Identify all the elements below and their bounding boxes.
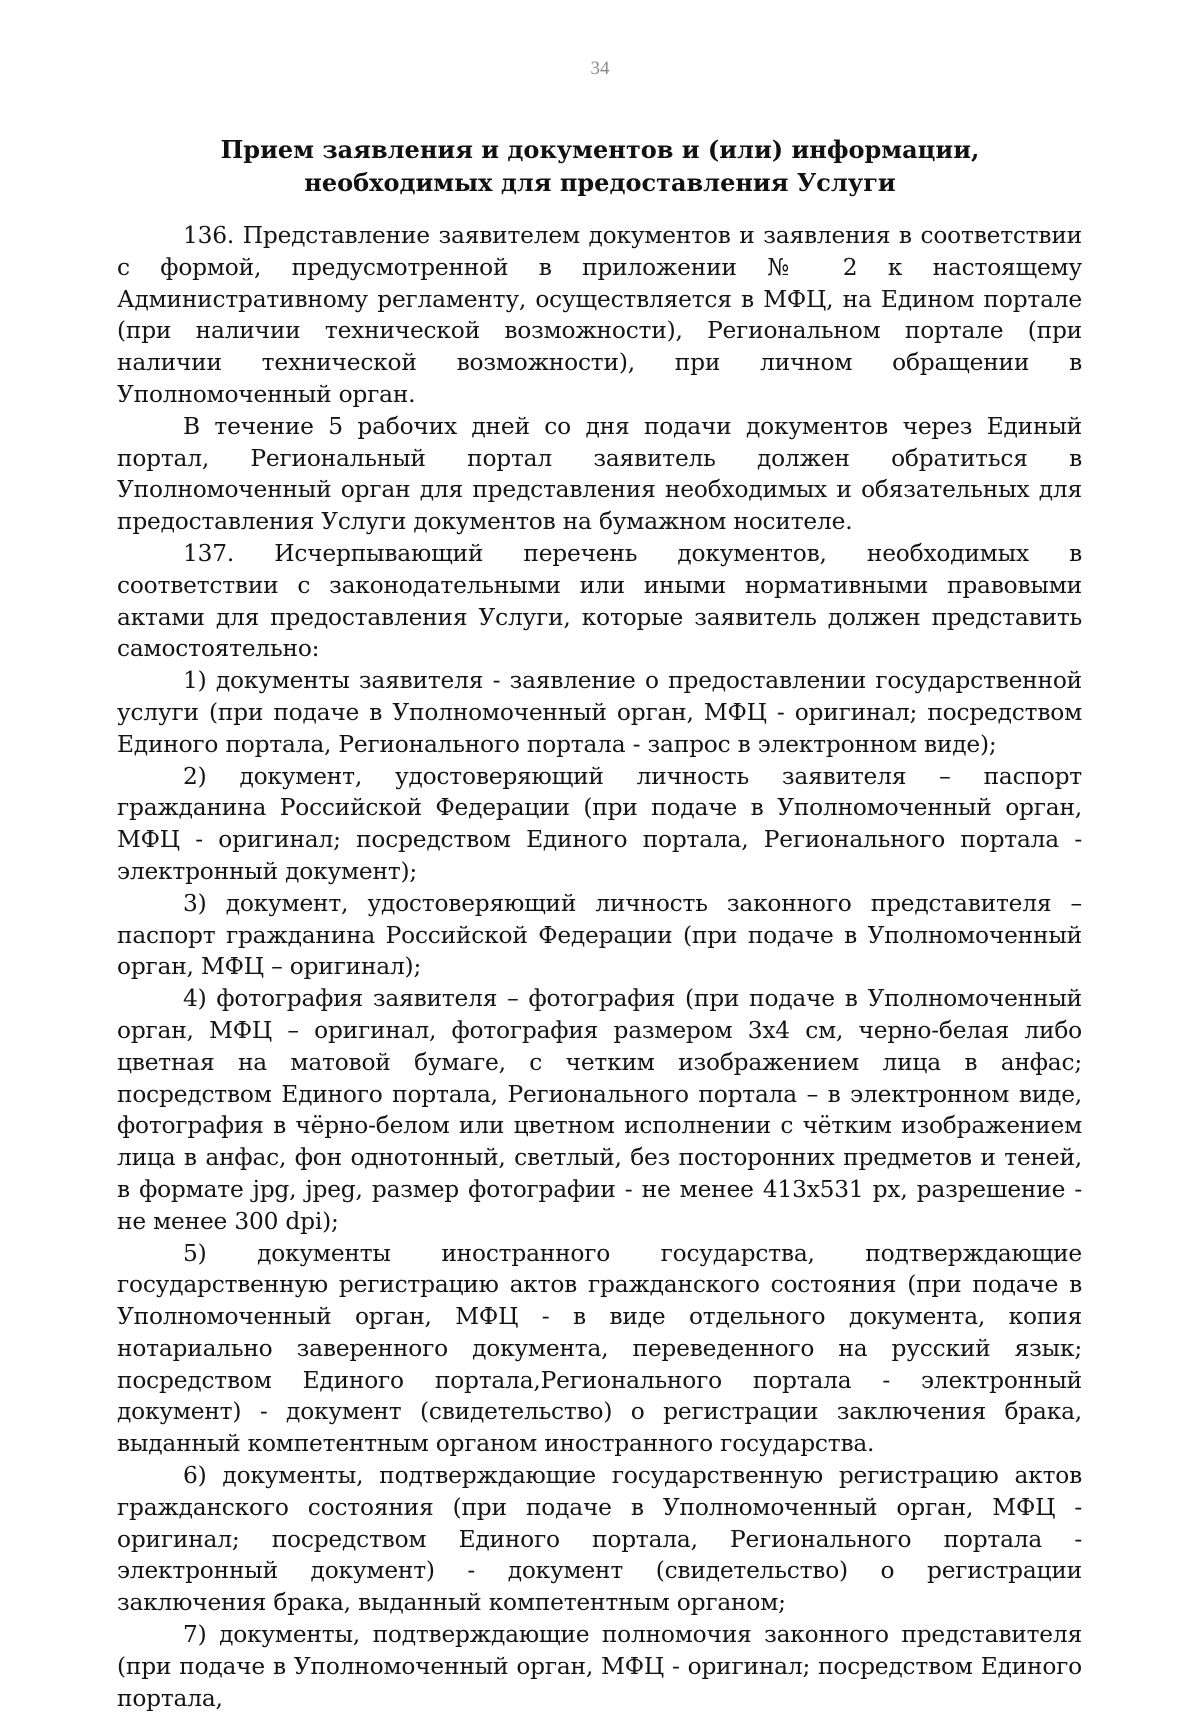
list-item-1: 1) документы заявителя - заявление о предоставлении государственной услуги (при подаче в Уполномоченный орган, МФЦ - оригинал; посредством Единого портала, Регионального портала - запрос в электронном виде); (117, 667, 1082, 758)
list-item-4: 4) фотография заявителя – фотография (при подаче в Уполномоченный орган, МФЦ – оригинал, фотография размером 3х4 см, черно-белая либо цветная на матовой бумаге, с четким изображением лица в анфас; посредством Единого портала, Регионального портала – в электронном виде, фотография в чёрно-белом или цветном исполнении с чётким изображением лица в анфас, фон однотонный, светлый, без посторонних предметов и теней, в формате jpg, jpeg, размер фотографии - не менее 413х531 px, разрешение - не менее 300 dpi); (117, 985, 1082, 1235)
section-title: Прием заявления и документов и (или) информации, необходимых для предоставления Услуги (220, 135, 980, 197)
paragraph-137: 137. Исчерпывающий перечень документов, необходимых в соответствии с законодательными или иными нормативными правовыми актами для предоставления Услуги, которые заявитель должен представить самостоятельно: (117, 539, 1082, 663)
list-item-7: 7) документы, подтверждающие полномочия законного представителя (при подаче в Уполномоченный орган, МФЦ - оригинал; посредством Единого портала, (117, 1621, 1082, 1712)
page-number: 34 (590, 58, 610, 79)
list-item-5: 5) документы иностранного государства, подтверждающие государственную регистрацию актов гражданского состояния (при подаче в Уполномоченный орган, МФЦ - в виде отдельного документа, копия нотариально заверенного документа, переведенного на русский язык; посредством Единого портала,Регионального портала - электронный документ) - документ (свидетельство) о регистрации заключения брака, выданный компетентным органом иностранного государства. (117, 1239, 1082, 1458)
paragraph-136: 136. Представление заявителем документов и заявления в соответствии с формой, предусмотренной в приложении № 2 к настоящему Административному регламенту, осуществляется в МФЦ, на Едином портале (при наличии технической возможности), Региональном портале (при наличии технической возможности), при личном обращении в Уполномоченный орган. (117, 222, 1082, 408)
list-item-6: 6) документы, подтверждающие государственную регистрацию актов гражданского состояния (при подаче в Уполномоченный орган, МФЦ - оригинал; посредством Единого портала, Регионального портала - электронный документ) - документ (свидетельство) о регистрации заключения брака, выданный компетентным органом; (117, 1462, 1082, 1617)
document-body (117, 220, 1082, 1714)
list-item-3: 3) документ, удостоверяющий личность законного представителя – паспорт гражданина Российской Федерации (при подаче в Уполномоченный орган, МФЦ – оригинал); (117, 889, 1082, 981)
list-item-2: 2) документ, удостоверяющий личность заявителя – паспорт гражданина Российской Федерации (при подаче в Уполномоченный орган, МФЦ - оригинал; посредством Единого портала, Регионального портала - электронный документ); (117, 762, 1082, 885)
paragraph-deadline: В течение 5 рабочих дней со дня подачи документов через Единый портал, Региональный портал заявитель должен обратиться в Уполномоченный орган для представления необходимых и обязательных для предоставления Услуги документов на бумажном носителе. (117, 412, 1082, 536)
